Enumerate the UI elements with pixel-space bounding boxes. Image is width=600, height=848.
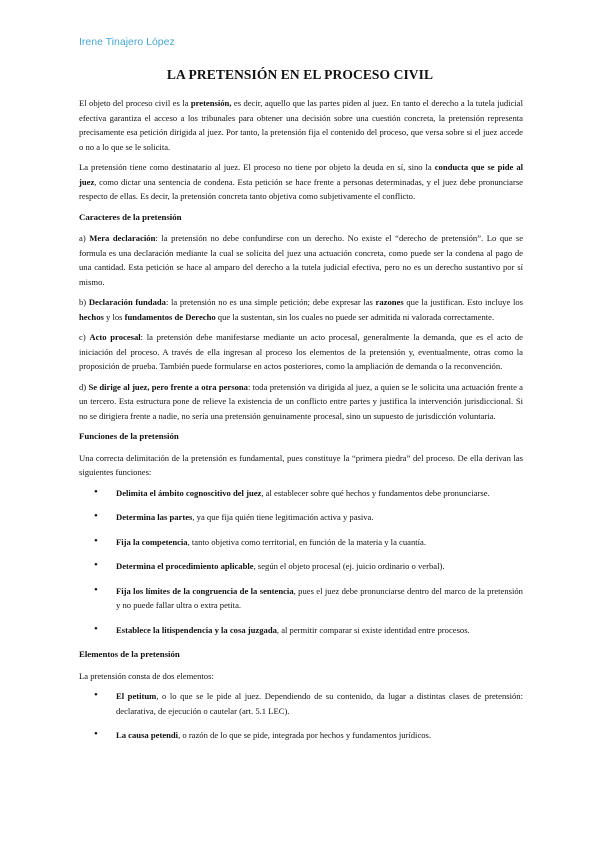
list-item [116, 728, 523, 743]
elementos-intro: La pretensión consta de dos elementos: [79, 670, 214, 681]
bold-term: La causa petendi [116, 730, 179, 740]
bold-term: Determina el procedimiento aplicable [116, 561, 254, 571]
text-run: que la sustentan, sin los cuales no puede ser admitida ni valorada correctamente. [215, 311, 495, 322]
bold-term: Se dirige al juez, pero frente a otra persona [88, 381, 248, 392]
text-run: es decir, aquello que las partes piden al juez. En tanto el derecho a la tutela judicial efectiva garantiza el acceso a los tribunales para obtener una decisión sobre una cuestión concreta, la pretensión representa precisamente esa petición dirigida al juez. Por tanto, la pretensión fija el contenido del proceso, que versa sobre si el juez accede o no a lo que se le solicita. [79, 98, 524, 152]
list-item [116, 535, 523, 550]
bold-term: Declaración fundada [88, 297, 166, 307]
bold-term: Fija la competencia [116, 536, 188, 547]
text-run: : toda pretensión va dirigida al juez, a quien se le solicita una actuación frente a un tercero. Esta estructura pone de relieve la existencia de un conflicto entre partes y justifica la intervención jurisdiccional. Si no se dirigiera frente a nadie, no sería una pretensión genuinamente procesal, sino un supuesto de jurisdicción voluntaria. [79, 381, 523, 421]
bold-term: conducta que se pide al juez [79, 162, 524, 187]
bold-term: hechos [79, 311, 104, 322]
text-run: , ya que fija quién tiene legitimación activa y pasiva. [192, 512, 374, 522]
list-item [116, 584, 523, 613]
text-run: y los [103, 311, 125, 322]
item-letter: a) [79, 233, 90, 243]
intro-paragraph-1 [79, 96, 523, 154]
bold-term: Acto procesal [89, 332, 141, 342]
funciones-intro: Una correcta delimitación de la pretensión es fundamental, pues constituye la “primera piedra” del proceso. De ella derivan las siguientes funciones: [79, 452, 523, 477]
text-run: , o razón de lo que se pide, integrada por hechos y fundamentos jurídicos. [178, 730, 432, 740]
caracter-c [79, 330, 523, 374]
text-run: : la pretensión no debe confundirse con un derecho. No existe el “derecho de pretensión”. Lo que se formula es una declaración mediante la cual se solicita del juez una actuación concreta, como puede ser la condena al pago de una cantidad. Esta petición se hace al amparo del derecho a la tutela judicial efectiva, pero no es un derecho sustantivo por sí mismo. [79, 233, 524, 287]
list-item [116, 623, 523, 638]
text-run: , tanto objetiva como territorial, en función de la materia y la cuantía. [187, 536, 426, 547]
document-body [79, 96, 523, 753]
bold-term: razones [375, 297, 404, 307]
list-item [116, 510, 523, 525]
text-run: La pretensión tiene como destinatario al juez. El proceso no tiene por objeto la deuda en sí, sino la [79, 162, 435, 172]
elementos-list [79, 689, 523, 743]
list-item [116, 559, 523, 574]
section-heading-caracteres: Caracteres de la pretensión [79, 211, 182, 222]
document-title: LA PRETENSIÓN EN EL PROCESO CIVIL [166, 67, 434, 82]
bold-term: Delimita el ámbito cognoscitivo del juez [116, 487, 262, 498]
text-run: , pues el juez debe pronunciarse dentro del marco de la pretensión y no puede fallar ultra o extra petita. [116, 585, 523, 610]
text-run: , como dictar una sentencia de condena. Esta petición se hace frente a personas determinadas, y el juez debe pronunciarse respecto de ellas. Es decir, la pretensión concreta tanto objetiva como subjetivamente el conflicto. [79, 176, 523, 201]
text-run: : la pretensión debe manifestarse mediante un acto procesal, generalmente la demanda, que es el acto de iniciación del proceso. A través de ella ingresan al proceso los elementos de la pretensión y, eventualmente, otras como la proposición de prueba. También puede formularse en actos posteriores, como la ampliación de demanda o la reconvención. [79, 332, 523, 371]
list-item [116, 689, 523, 718]
intro-paragraph-2 [79, 160, 523, 204]
text-run: , según el objeto procesal (ej. juicio ordinario o verbal). [253, 561, 445, 571]
text-run: que la justifican. Esto incluye los [403, 297, 523, 307]
bold-term: Mera declaración [89, 233, 156, 243]
section-heading-funciones: Funciones de la pretensión [79, 431, 179, 441]
item-letter: d) [79, 381, 89, 392]
text-run: , al establecer sobre qué hechos y fundamentos debe pronunciarse. [261, 487, 490, 498]
text-run: , o lo que se le pide al juez. Dependiendo de su contenido, da lugar a distintas clases de pretensión: declarativa, de ejecución o cautelar (art. 5.1 LEC). [116, 691, 523, 716]
bold-term: fundamentos de Derecho [124, 311, 216, 322]
bold-term: Determina las partes [116, 512, 193, 522]
item-letter: b) [79, 297, 89, 307]
list-item [116, 486, 523, 501]
section-heading-elementos: Elementos de la pretensión [79, 649, 180, 659]
text-run: El objeto del proceso civil es la [79, 98, 191, 108]
caracter-b [79, 295, 523, 324]
bold-term: pretensión, [190, 98, 232, 108]
funciones-list [79, 486, 523, 638]
bold-term: El petitum [116, 691, 157, 701]
bold-term: Establece la litispendencia y la cosa juzgada [116, 624, 277, 635]
caracter-a [79, 231, 523, 289]
item-letter: c) [79, 332, 90, 342]
text-run: , al permitir comparar si existe identidad entre procesos. [276, 624, 470, 635]
author-header: Irene Tinajero López [79, 36, 175, 48]
bold-term: Fija los límites de la congruencia de la sentencia [116, 585, 294, 596]
caracter-d [79, 380, 523, 424]
text-run: : la pretensión no es una simple petición; debe expresar las [165, 297, 376, 307]
